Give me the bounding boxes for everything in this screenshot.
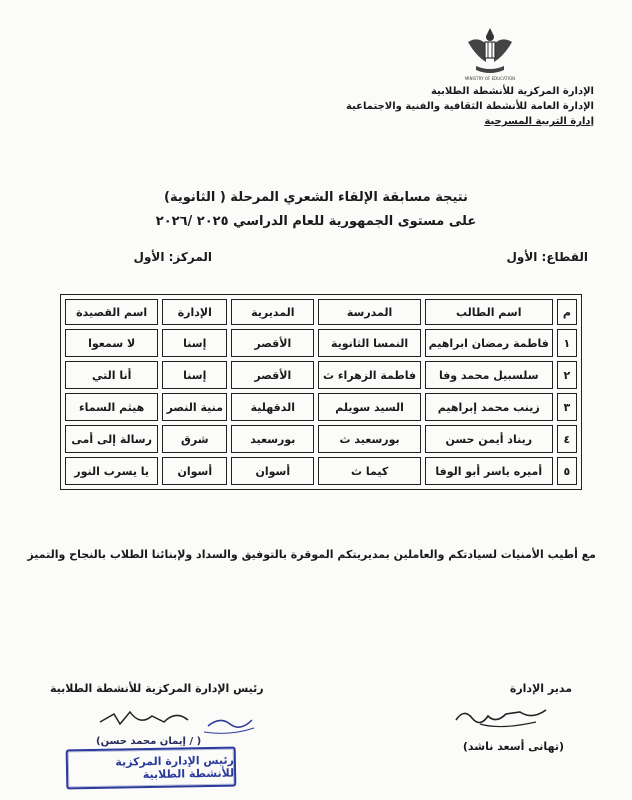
cell-poem-name: هيثم السماء <box>65 393 158 421</box>
closing-wishes: مع أطيب الأمنيات لسيادتكم والعاملين بمديريتكم الموقرة بالتوفيق والسداد ولإبنائنا الطلاب بالنجاح والتميز <box>27 548 596 561</box>
head-name: ( / إيمان محمد حسن) <box>96 736 202 747</box>
cell-school: فاطمة الزهراء ث <box>318 361 420 389</box>
cell-number: ٣ <box>557 393 577 421</box>
cell-administration: إسنا <box>162 329 227 357</box>
official-stamp <box>66 747 237 790</box>
cell-school: بورسعيد ث <box>318 425 420 453</box>
cell-student-name: أميره ياسر أبو الوفا <box>425 457 553 485</box>
stamp-text: رئيس الإدارة المركزية للأنشطة الطلابية <box>115 753 235 782</box>
cell-poem-name: أنا التي <box>65 361 158 389</box>
table-header-row <box>65 299 577 325</box>
cell-poem-name: يا يسرب النور <box>65 457 158 485</box>
header-directorate: المديرية <box>231 299 314 325</box>
cell-number: ١ <box>557 329 577 357</box>
table-row <box>65 361 577 389</box>
cell-directorate: أسوان <box>231 457 314 485</box>
title-line-2: على مستوى الجمهورية للعام الدراسي ٢٠٢٥ /٢٠٢٦ <box>155 214 477 229</box>
cell-directorate: الأقصر <box>231 361 314 389</box>
header-poem-name: اسم القصيدة <box>65 299 158 325</box>
director-signature <box>450 700 560 734</box>
cell-administration: منية النصر <box>162 393 227 421</box>
header-student-name: اسم الطالب <box>425 299 553 325</box>
cell-student-name: فاطمة رمضان ابراهيم <box>425 329 553 357</box>
head-signature <box>90 704 260 738</box>
head-title: رئيس الإدارة المركزية للأنشطة الطلابية <box>50 682 264 695</box>
document-title <box>0 186 632 234</box>
sector-label: القطاع: الأول <box>506 250 588 264</box>
eagle-emblem-icon <box>460 22 520 82</box>
table-row <box>65 329 577 357</box>
table-row <box>65 393 577 421</box>
table-row <box>65 425 577 453</box>
header-administration: الإدارة <box>162 299 227 325</box>
table-row <box>65 457 577 485</box>
cell-school: كيما ث <box>318 457 420 485</box>
cell-directorate: الأقصر <box>231 329 314 357</box>
header-number: م <box>557 299 577 325</box>
cell-poem-name: لا سمعوا <box>65 329 158 357</box>
cell-administration: إسنا <box>162 361 227 389</box>
org-line-3: إدارة التربية المسرحية <box>484 116 594 127</box>
cell-poem-name: رسالة إلى أمى <box>65 425 158 453</box>
header-school: المدرسة <box>318 299 420 325</box>
director-name: (تهانى أسعد ناشد) <box>462 740 564 753</box>
cell-number: ٥ <box>557 457 577 485</box>
org-line-2: الإدارة العامة للأنشطة الثقافية والفنية والاجتماعية <box>346 101 594 112</box>
cell-student-name: سلسبيل محمد وفا <box>425 361 553 389</box>
cell-school: السيد سويلم <box>318 393 420 421</box>
cell-number: ٢ <box>557 361 577 389</box>
cell-administration: أسوان <box>162 457 227 485</box>
org-line-1: الإدارة المركزية للأنشطة الطلابية <box>430 86 594 97</box>
rank-label: المركز: الأول <box>133 250 212 264</box>
organization-header <box>346 84 594 129</box>
results-table <box>60 294 582 490</box>
svg-text:MINISTRY OF EDUCATION: MINISTRY OF EDUCATION <box>464 76 516 81</box>
cell-administration: شرق <box>162 425 227 453</box>
director-title: مدير الإدارة <box>509 682 572 695</box>
title-line-1: نتيجة مسابقة الإلقاء الشعري المرحلة ( الثانوية) <box>164 190 468 205</box>
cell-student-name: زينب محمد إبراهيم <box>425 393 553 421</box>
cell-directorate: بورسعيد <box>231 425 314 453</box>
cell-student-name: ريناد أيمن حسن <box>425 425 553 453</box>
cell-school: النمسا الثانوية <box>318 329 420 357</box>
cell-number: ٤ <box>557 425 577 453</box>
cell-directorate: الدقهلية <box>231 393 314 421</box>
